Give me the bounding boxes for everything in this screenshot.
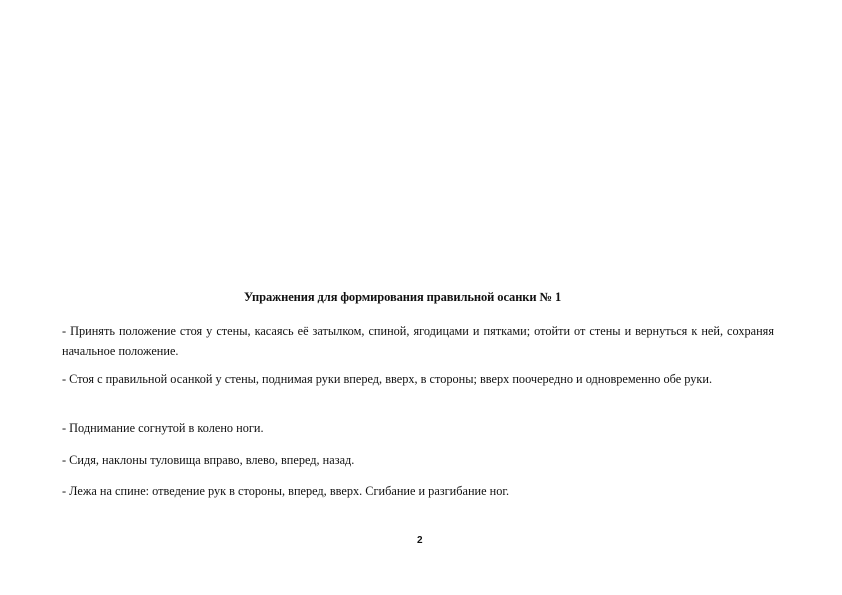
exercise-paragraph: - Лежа на спине: отведение рук в стороны, вперед, вверх. Сгибание и разгибание ног. — [62, 484, 510, 498]
page-number: 2 — [417, 535, 423, 546]
exercise-paragraph: - Поднимание согнутой в колено ноги. — [62, 421, 264, 435]
exercise-paragraph: - Стоя с правильной осанкой у стены, поднимая руки вперед, вверх, в стороны; вверх поочередно и одновременно обе руки. — [62, 372, 713, 386]
exercise-paragraph: - Принять положение стоя у стены, касаясь её затылком, спиной, ягодицами и пятками; отойти от стены и вернуться к ней, сохраняя начальное положение. — [62, 324, 774, 358]
exercise-title: Упражнения для формирования правильной осанки № 1 — [244, 290, 562, 304]
exercise-paragraph: - Сидя, наклоны туловища вправо, влево, вперед, назад. — [62, 453, 355, 467]
